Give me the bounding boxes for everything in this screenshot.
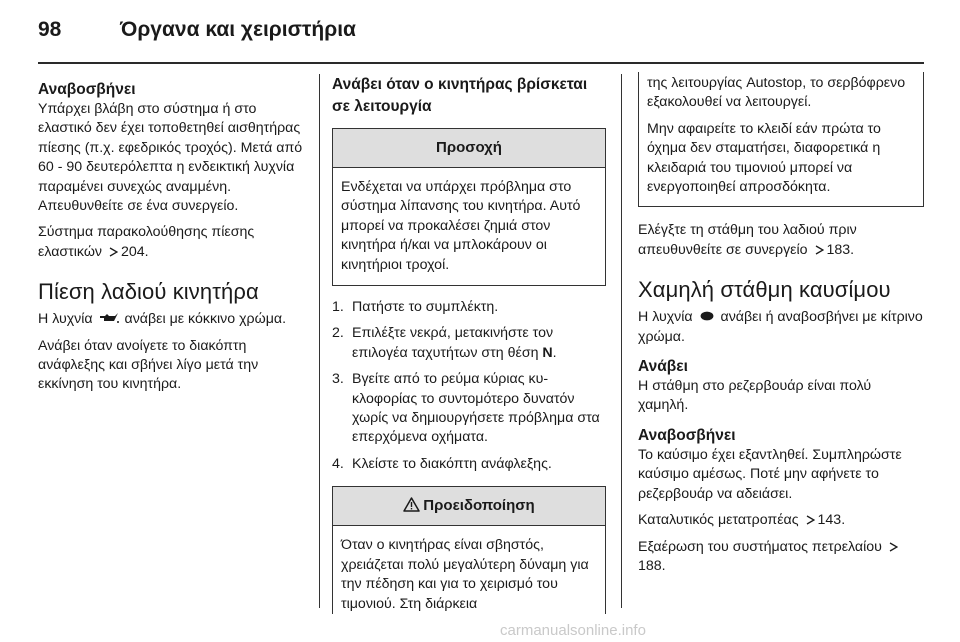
warning-header (333, 487, 605, 526)
warning-box (332, 486, 606, 614)
tpms-ref-text: Σύστημα παρακολούθησης πίεσης ελαστικών (38, 224, 255, 260)
steps-list (332, 298, 606, 474)
lit-text: Η στάθμη στο ρεζερβουάρ είναι πολύ χαμηλή. (638, 378, 872, 414)
bleed-ref-page[interactable]: 188. (638, 557, 666, 574)
blink-heading: Αναβοσβήνει (38, 81, 136, 98)
caution-box (332, 128, 606, 286)
cat-ref-page[interactable]: 143. (817, 512, 846, 529)
column-left (38, 74, 304, 402)
watermark: carmanualsonline.info (500, 622, 646, 639)
fuel-blink-text: Το καύσιμο έχει εξαντληθεί. Συμπληρώστε καύσιμο αμέσως. Ποτέ μην αφήνετε το ρεζερβουάρ να αδειάσει. (638, 446, 902, 502)
fuel-lamp-pre: Η λυχνία (638, 309, 693, 326)
oil-lamp-text (38, 310, 304, 329)
lit-heading: Ανάβει (638, 358, 688, 376)
blink-text: Υπάρχει βλάβη στο σύστημα ή στο ελαστικό δεν έχει τοποθετηθεί αισθητήρας πίεσης (π.χ. εφεδρικός τροχός). Μετά από 60 - 90 δευτερόλεπτα η ενδεικτική λυχνία παραμένει συνεχώς αναμμένη. Απευθυνθείτε σε ένα συνεργείο. (38, 101, 303, 215)
page-number: 98 (38, 18, 62, 41)
check-oil-text (638, 221, 924, 260)
step-item: 2. Επιλέξτε νεκρά, μετακινήστε τον επιλογέα ταχυτήτων στη θέση N. (332, 325, 557, 361)
header-rule (38, 62, 924, 64)
cat-ref-text: Καταλυτικός μετατροπέας (638, 512, 799, 529)
step-item: 3. Βγείτε από το ρεύμα κύριας κυκλοφορίας το συντομότερο δυνατόν χωρίς να δημιουργήσετε πρόβλημα στα επερχόμενα οχήματα. (332, 371, 600, 446)
fuel-lamp-icon (699, 310, 715, 322)
low-fuel-heading: Χαμηλή στάθμη καυσίμου (638, 277, 891, 303)
page-title: Όργανα και χειριστήρια (120, 18, 356, 41)
check-oil-page[interactable]: 183. (826, 241, 855, 258)
caution-title: Προσοχή (333, 129, 605, 168)
page-header (38, 18, 924, 58)
oil-lamp-pre: Η λυχνία (38, 311, 93, 328)
tpms-ref-page[interactable]: 204. (120, 243, 149, 260)
page-ref-icon (109, 247, 118, 257)
column-divider (621, 74, 622, 608)
page-ref-icon (889, 542, 898, 552)
warning-cont-text-1: της λειτουργίας Autostop, το σερβόφρενο εξακολουθεί να λειτουργεί. (647, 75, 906, 111)
page-ref-icon (806, 515, 815, 525)
warning-continuation (638, 72, 924, 207)
fuel-blink-heading: Αναβοσβήνει (638, 426, 736, 444)
warning-title: Προειδοποίηση (423, 497, 535, 515)
column-middle (332, 74, 606, 614)
warning-text: Όταν ο κινητήρας είναι σβηστός, χρειάζεται πολύ μεγαλύτερη δύναμη για την πέδηση και για το χειρισμό του τιμονιού. Στη διάρκεια (341, 537, 589, 612)
bleed-ref-text: Εξαέρωση του συστήματος πετρελαίου (638, 538, 882, 555)
tpms-reference (38, 223, 304, 262)
catalytic-reference (638, 511, 924, 530)
warning-triangle-icon (403, 497, 420, 512)
oil-lamp-post: ανάβει με κόκκινο χρώμα. (124, 311, 287, 328)
oil-can-icon (99, 312, 119, 324)
oil-pressure-heading: Πίεση λαδιού κινητήρα (38, 279, 259, 305)
oil-text: Ανάβει όταν ανοίγετε το διακόπτη ανάφλεξης και σβήνει λίγο μετά την εκκίνηση του κινητήρα. (38, 337, 259, 393)
column-divider (319, 74, 320, 608)
step-item: 4. Κλείστε το διακόπτη ανάφλεξης. (332, 455, 552, 472)
check-oil-sentence: Ελέγξτε τη στάθμη του λαδιού πριν απευθυνθείτε σε συνεργείο (638, 222, 857, 258)
engine-running-heading: Ανάβει όταν ο κινητήρας βρίσκεται σε λειτουργία (332, 76, 588, 115)
page-ref-icon (815, 245, 824, 255)
column-right (638, 72, 924, 583)
warning-cont-text-2: Μην αφαιρείτε το κλειδί εάν πρώτα το όχημα δεν σταματήσει, διαφορετικά η κλειδαριά του τιμονιού μπορεί να ενεργοποιηθεί απροσδόκητα. (647, 120, 881, 196)
bleed-reference (638, 538, 924, 577)
step-item: 1. Πατήστε το συμπλέκτη. (332, 299, 499, 316)
fuel-lamp-post: ανάβει ή αναβοσβήνει με κίτρινο χρώμα. (638, 309, 923, 345)
caution-text: Ενδέχεται να υπάρχει πρόβλημα στο σύστημα λίπανσης του κινητήρα. Αυτό μπορεί να προκαλέσει ζημιά στον κινητήρα ή/και να μπλοκάρουν οι κινητήριοι τροχοί. (341, 179, 581, 273)
fuel-lamp-text (638, 308, 924, 347)
